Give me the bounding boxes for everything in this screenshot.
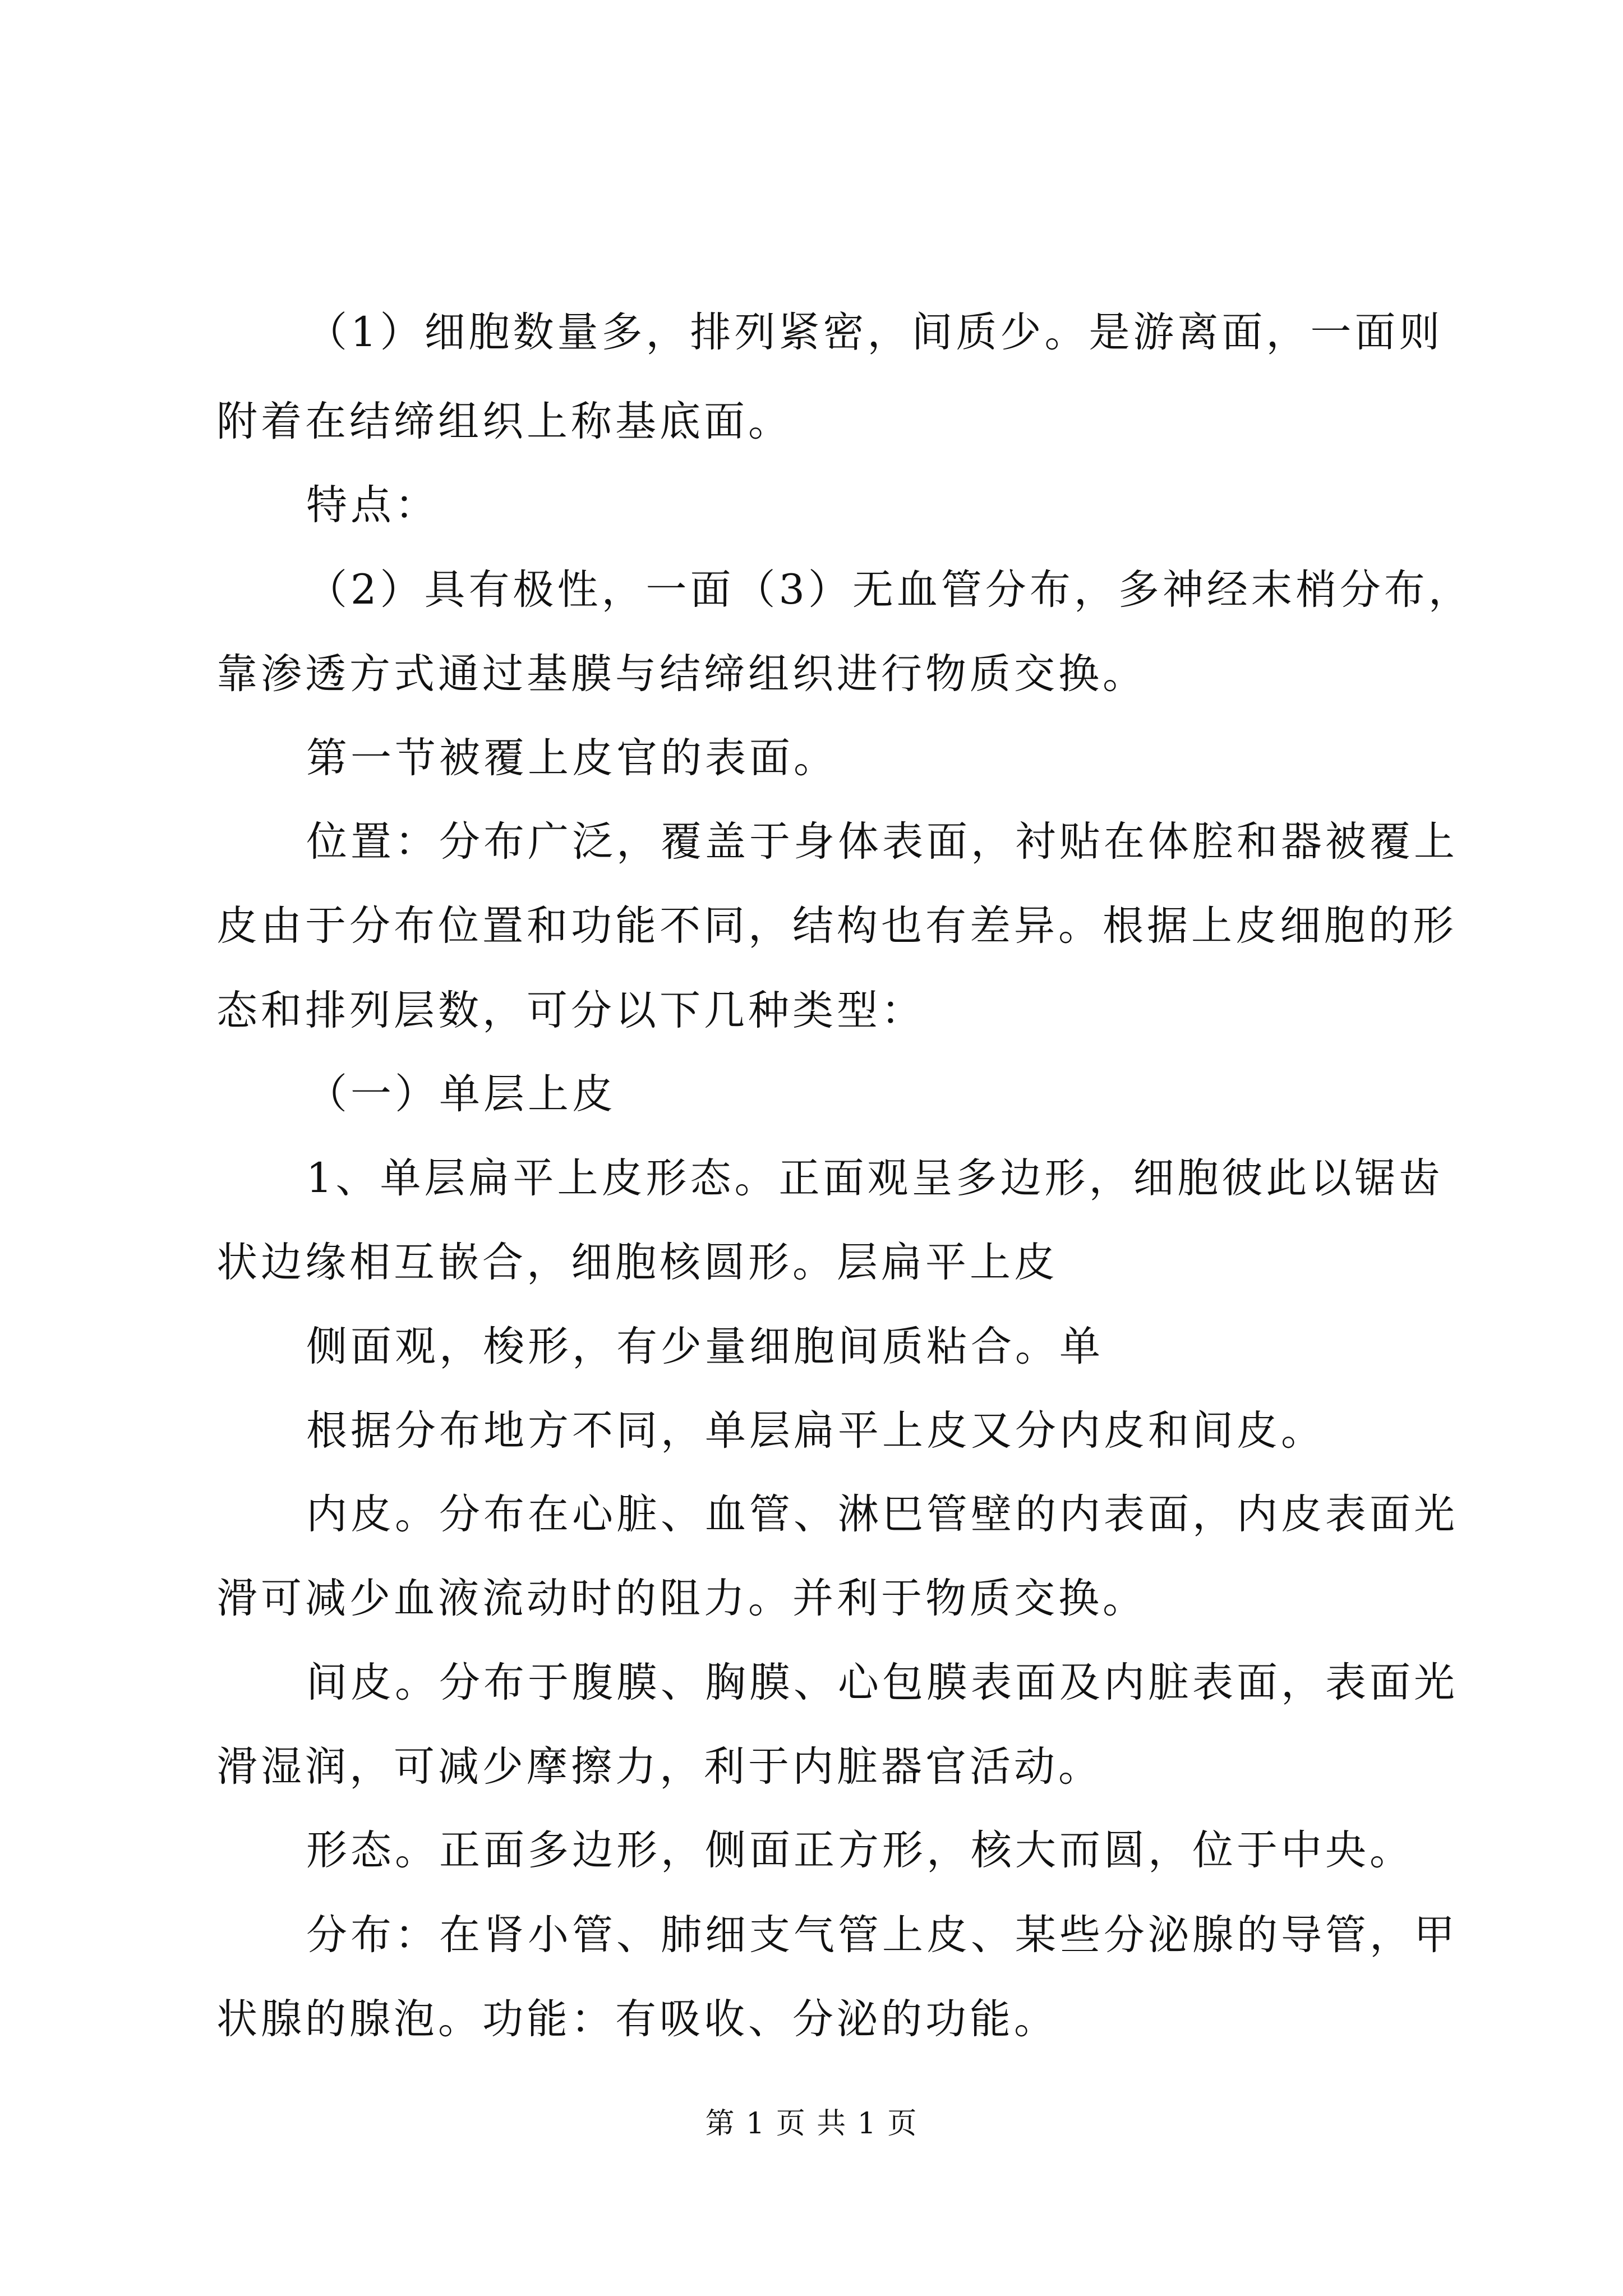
paragraph-line-4: （2）具有极性，一面（3）无血管分布，多神经末梢分布， bbox=[306, 566, 1473, 614]
paragraph-line-2: 附着在结缔组织上称基底面。 bbox=[216, 398, 792, 445]
page-number-footer: 第 1 页 共 1 页 bbox=[705, 2107, 918, 2141]
paragraph-line-3: 特点： bbox=[306, 481, 439, 529]
paragraph-line-6: 第一节被覆上皮官的表面。 bbox=[306, 734, 838, 782]
paragraph-line-11: 1、单层扁平上皮形态。正面观呈多边形，细胞彼此以锯齿 bbox=[306, 1154, 1444, 1202]
paragraph-line-20: 分布：在肾小管、肺细支气管上皮、某些分泌腺的导管，甲 bbox=[306, 1911, 1458, 1959]
paragraph-line-19: 形态。正面多边形，侧面正方形，核大而圆，位于中央。 bbox=[306, 1826, 1414, 1874]
paragraph-line-7: 位置：分布广泛，覆盖于身体表面，衬贴在体腔和器被覆上 bbox=[306, 818, 1458, 866]
paragraph-line-12: 状边缘相互嵌合，细胞核圆形。层扁平上皮 bbox=[216, 1239, 1058, 1286]
paragraph-line-9: 态和排列层数，可分以下几种类型： bbox=[216, 987, 925, 1034]
paragraph-line-5: 靠渗透方式通过基膜与结缔组织进行物质交换。 bbox=[216, 650, 1147, 698]
paragraph-line-17: 间皮。分布于腹膜、胸膜、心包膜表面及内脏表面，表面光 bbox=[306, 1659, 1458, 1706]
paragraph-line-21: 状腺的腺泡。功能：有吸收、分泌的功能。 bbox=[216, 1995, 1058, 2043]
paragraph-line-15: 内皮。分布在心脏、血管、淋巴管壁的内表面，内皮表面光 bbox=[306, 1490, 1458, 1538]
paragraph-line-18: 滑湿润，可减少摩擦力，利于内脏器官活动。 bbox=[216, 1743, 1103, 1791]
paragraph-line-13: 侧面观，梭形，有少量细胞间质粘合。单 bbox=[306, 1323, 1104, 1370]
paragraph-line-8: 皮由于分布位置和功能不同，结构也有差异。根据上皮细胞的形 bbox=[216, 902, 1457, 950]
paragraph-line-16: 滑可减少血液流动时的阻力。并利于物质交换。 bbox=[216, 1575, 1147, 1622]
paragraph-line-1: （1）细胞数量多，排列紧密，间质少。是游离面，一面则 bbox=[306, 309, 1444, 356]
paragraph-line-14: 根据分布地方不同，单层扁平上皮又分内皮和间皮。 bbox=[306, 1407, 1325, 1455]
paragraph-line-10: （一）单层上皮 bbox=[306, 1070, 616, 1118]
